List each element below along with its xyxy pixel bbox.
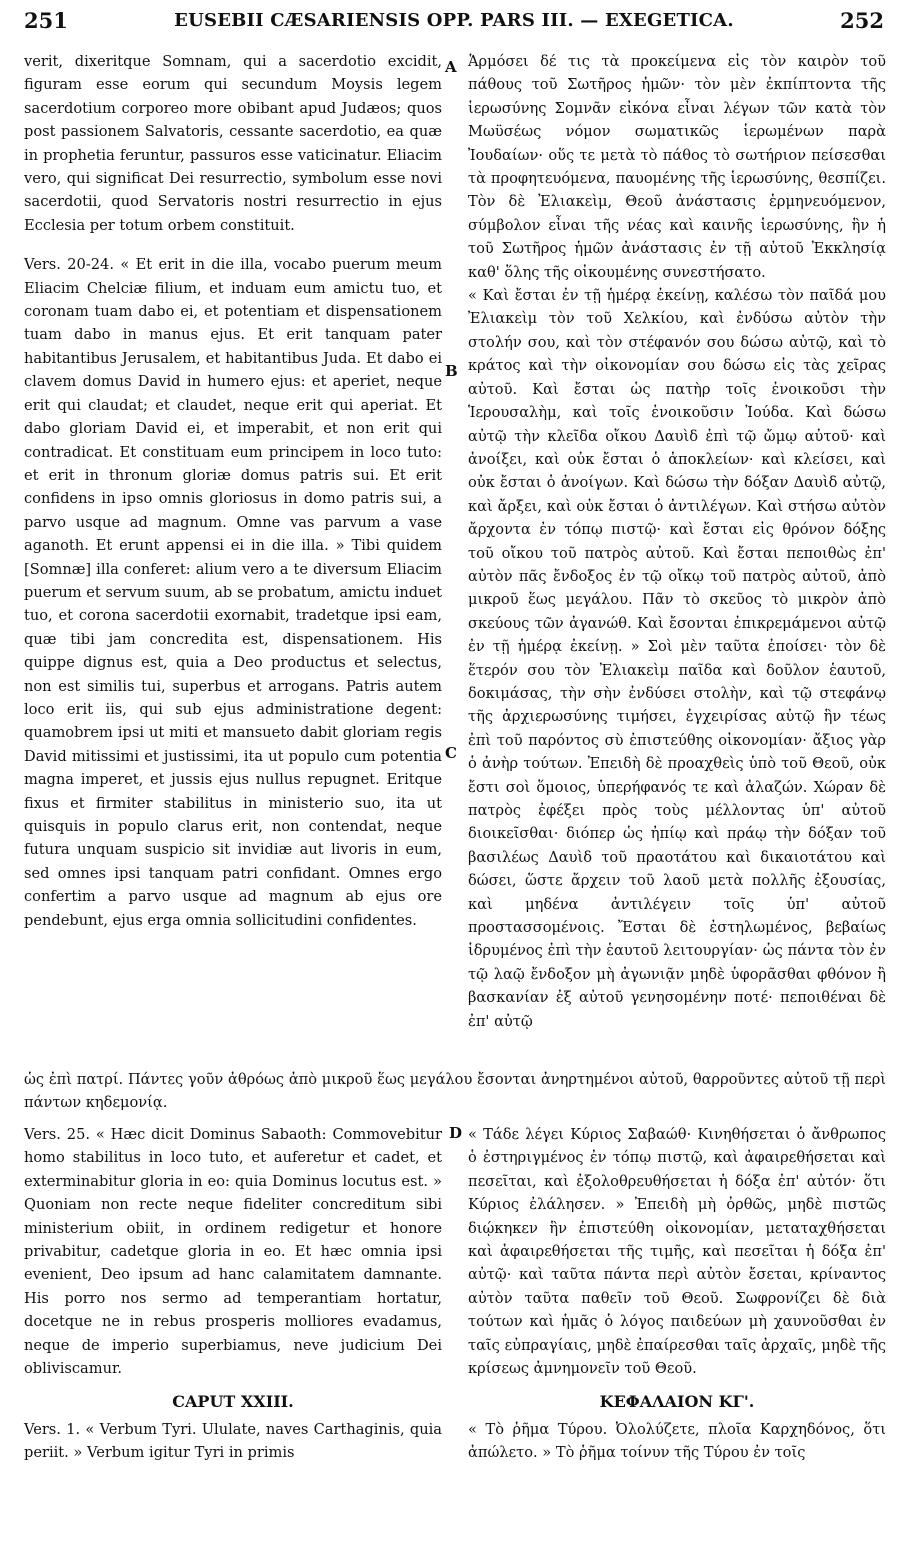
margin-letter-a: A bbox=[445, 58, 457, 76]
greek-paragraph: Ἁρμόσει δέ τις τὰ προκείμενα εἰς τὸν καιρὸν τοῦ πάθους τοῦ Σωτῆρος ἡμῶν· τὸν μὲν ἐκπίπτοντα τῆς ἱερωσύνης Σομνᾶν εἰκόνα εἶναι λέγων τῶν κατὰ τὸν Μωϋσέως νόμον σωματικῶς ἱερωμένων παρὰ Ἰουδαίων· οὕς τε μετὰ τὸ πάθος τὸ σωτήριον πείσεσθαι τὰ προφητευόμενα, παυομένης τῆς ἱερωσύνης, θεσπίζει. Τὸν δὲ Ἐλιακεὶμ, Θεοῦ ἀνάστασις ἑρμηνευόμενον, σύμβολον εἶναι τῆς νέας καὶ καινῆς ἱερωσύνης, ἣν ἡ τοῦ Σωτῆρος ἡμῶν ἀνάστασις ἐν τῇ αὐτοῦ Ἐκκλησίᾳ καθ' ὅλης τῆς οἰκουμένης συνεστήσατο. bbox=[468, 53, 886, 281]
margin-letter-b: B bbox=[445, 362, 458, 380]
greek-paragraph: « Τάδε λέγει Κύριος Σαβαώθ· Κινηθήσεται ὁ ἄνθρωπος ὁ ἐστηριγμένος ἐν τόπῳ πιστῷ, καὶ ἀφαιρεθήσεται καὶ πεσεῖται, καὶ ἐξολοθρευθήσεται ἡ δόξα ἐπ' αὐτόν· ὅτι Κύριος ἐλάλησεν. » Ἐπειδὴ μὴ ὀρθῶς, μηδὲ πιστῶς διῴκηκεν ἣν ἐπιστεύθη οἰκονομίαν, μεταταχθήσεται καὶ ἀφαιρεθήσεται τῆς τιμῆς, καὶ πεσεῖται ἡ δόξα ἐπ' αὐτῷ· καὶ ταῦτα πάντα περὶ αὐτὸν ἔσεται, κρίναντος αὐτὸν ταῦτα παθεῖν τοῦ Θεοῦ. Σωφρονίζει δὲ διὰ τούτων καὶ ἡμᾶς ὁ λόγος παιδεύων μὴ χαυνοῦσθαι ἐν ταῖς εὐπραγίαις, μηδὲ ἐπαίρεσθαι ταῖς ἀρχαῖς, μηδὲ τῆς κρίσεως ἀμνημονεῖν τοῦ Θεοῦ. bbox=[468, 1126, 886, 1378]
greek-paragraph: « Τὸ ῥῆμα Τύρου. Ὀλολύζετε, πλοῖα Καρχηδόνος, ὅτι ἀπώλετο. » Τὸ ῥῆμα τοίνυν τῆς Τύρου ἐν τοῖς bbox=[468, 1420, 886, 1462]
greek-column-top bbox=[468, 50, 886, 1033]
running-title: EUSEBII CÆSARIENSIS OPP. PARS III. — EXEGETICA. bbox=[174, 10, 734, 31]
page-number-left: 251 bbox=[24, 8, 68, 33]
latin-paragraph: Vers. 25. « Hæc dicit Dominus Sabaoth: Commovebitur homo stabilitus in loco tuto, et auferetur et cadet, et exterminabitur gloria in eo: quia Dominus locutus est. » Quoniam non recte neque fideliter concreditum sibi ministerium obiit, in ordinem redigetur et honore privabitur, cadetque gloria in eo. Et hæc omnia ipsi evenient, Deo ipsum ad hanc calamitatem damnante. His porro nos sermo ad temperantiam hortatur, docetque ne in rebus prosperis molliores evadamus, neque de imperio superbiamus, neve judicium Dei obliviscamur. bbox=[24, 1126, 442, 1378]
greek-paragraph: « Καὶ ἔσται ἐν τῇ ἡμέρᾳ ἐκείνῃ, καλέσω τὸν παῖδά μου Ἐλιακεὶμ τὸν τοῦ Χελκίου, καὶ ἐνδύσω αὐτὸν τὴν στολήν σου, καὶ τὸν στέφανόν σου δώσω αὐτῷ, καὶ τὸ κράτος καὶ τὴν οἰκονομίαν σου δώσω εἰς τὰς χεῖρας αὐτοῦ. Καὶ ἔσται ὡς πατὴρ τοῖς ἐνοικοῦσι τὴν Ἱερουσαλὴμ, καὶ τοῖς ἐνοικοῦσιν Ἰούδα. Καὶ δώσω αὐτῷ τὴν κλεῖδα οἴκου Δαυὶδ ἐπὶ τῷ ὤμῳ αὐτοῦ· καὶ ἀνοίξει, καὶ οὐκ ἔσται ὁ ἀποκλείων· καὶ κλείσει, καὶ οὐκ ἔσται ὁ ἀνοίγων. Καὶ δώσω τὴν δόξαν Δαυὶδ αὐτῷ, καὶ ἄρξει, καὶ οὐκ ἔσται ὁ ἀντιλέγων. Καὶ στήσω αὐτὸν ἄρχοντα ἐν τόπῳ πιστῷ· καὶ ἔσται εἰς θρόνον δόξης τοῦ οἴκου τοῦ πατρὸς αὐτοῦ. Καὶ ἔσται πεποιθὼς ἐπ' αὐτὸν πᾶς ἔνδοξος ἐν τῷ οἴκῳ τοῦ πατρὸς αὐτοῦ, ἀπὸ μικροῦ ἕως μεγάλου. Πᾶν τὸ σκεῦος τὸ μικρὸν ἀπὸ σκεύους τῶν ἀγανώθ. Καὶ ἔσονται ἐπικρεμάμενοι αὐτῷ ἐν τῇ ἡμέρᾳ ἐκείνῃ. » Σοὶ μὲν ταῦτα ἐποίσει· τὸν δὲ ἕτερόν σου τὸν Ἐλιακεὶμ παῖδα καὶ δοῦλον ἑαυτοῦ, δοκιμάσας, τὴν σὴν ἐνδύσει στολὴν, καὶ τῷ στεφάνῳ τῆς ἀρχιερωσύνης τιμήσει, ἐγχειρίσας αὐτῷ ἣν τέως ἐπὶ τοῦ παρόντος σὺ ἐπιστεύθης οἰκονομίαν· ἄξιος γὰρ ὁ ἀνὴρ τούτων. Ἐπειδὴ δὲ προαχθεὶς ὑπὸ τοῦ Θεοῦ, οὐκ ἔστι σοὶ ὅμοιος, ὑπερήφανός τε καὶ ἀλαζών. Χώραν δὲ πατρὸς ἐφέξει πρὸς τοὺς μέλλοντας ὑπ' αὐτοῦ διοικεῖσθαι· διόπερ ὡς ἠπίῳ καὶ πράῳ τὴν δόξαν τοῦ βασιλέως Δαυὶδ τοῦ πραοτάτου καὶ δικαιοτάτου καὶ δώσει, ὥστε ἄρχειν τοῦ λαοῦ μετὰ πολλῆς ἐξουσίας, καὶ μηδένα ἀντιλέγειν τοῖς ὑπ' αὐτοῦ προστασσομένοις. Ἔσται δὲ ἐστηλωμένος, βεβαίως ἱδρυμένος ἐπὶ τὴν ἑαυτοῦ λειτουργίαν· ὡς πάντα τὸν ἐν τῷ λαῷ ἔνδοξον μὴ ἀγωνιᾷν μηδὲ ὑφορᾶσθαι φθόνον ἢ βασκανίαν ἐξ αὐτοῦ γενησομένην ποτέ· πεποιθέναι δὲ ἐπ' αὐτῷ bbox=[468, 287, 886, 1030]
latin-column-bottom bbox=[24, 1123, 442, 1465]
latin-column-top bbox=[24, 50, 442, 932]
page-number-right: 252 bbox=[840, 8, 884, 33]
page-header bbox=[24, 4, 884, 34]
spanning-greek-line: ὡς ἐπὶ πατρί. Πάντες γοῦν ἀθρόως ἀπὸ μικροῦ ἕως μεγάλου ἔσονται ἀνηρτημένοι αὐτοῦ, θαρροῦντες αὐτοῦ τῇ περὶ πάντων κηδεμονίᾳ. bbox=[24, 1071, 886, 1112]
chapter-heading-latin: CAPUT XXIII. bbox=[172, 1392, 294, 1412]
latin-paragraph: Vers. 20-24. « Et erit in die illa, vocabo puerum meum Eliacim Chelciæ filium, et induam eum amictu tuo, et coronam tuam dabo ei, et potentiam et dispensationem tuam dabo in manus ejus. Et erit tanquam pater habitantibus Jerusalem, et habitantibus Juda. Et dabo ei clavem domus David in humero ejus: et aperiet, neque erit qui claudat; et claudet, neque erit qui aperiat. Et dabo gloriam David ei, et imperabit, et non erit qui contradicat. Et constituam eum principem in loco tuto: et erit in thronum gloriæ domus patris sui. Et erit confidens in ipso omnis gloriosus in domo patris sui, a parvo usque ad magnum. Omne vas parvum a vase aganoth. Et erunt appensi ei in die illa. » Tibi quidem [Somnæ] illa conferet: alium vero a te diversum Eliacim puerum et servum suum, ab se probatum, amictu induet tuo, et corona sacerdotii exornabit, tradetque ipsi eam, quæ tibi jam concredita est, dispensationem. His quippe dignus est, quia a Deo productus et selectus, non est similis tui, superbus et arrogans. Patris autem loco erit iis, qui sub ejus administratione degent: quamobrem ipsi ut miti et mansueto dabit gloriam regis David mitissimi et justissimi, ita ut populo cum potentia magna imperet, et jussis ejus nullus repugnet. Eritque fixus et firmiter stabilitus in ministerio suo, ita ut quisquis in populo clarus erit, non contendat, neque futura unquam suspicio sit invidiæ aut livoris in eum, sed omnes ipsi tanquam patri confidant. Omnes ergo confertim a parvo usque ad magnum ab ejus ore pendebunt, ejus erga omnia sollicitudini confidentes. bbox=[24, 256, 442, 929]
chapter-heading-greek: ΚΕΦΑΛΑΙΟΝ ΚΓ'. bbox=[599, 1392, 755, 1412]
greek-column-bottom bbox=[468, 1123, 886, 1465]
latin-paragraph: verit, dixeritque Somnam, qui a sacerdotio excidit, figuram esse eorum qui secundum Moysis legem sacerdotium corporeo more obibant apud Judæos; quos post passionem Salvatoris, cessante sacerdotio, ea quæ in prophetia feruntur, passuros esse vaticinatur. Eliacim vero, qui significat Dei resurrectio, symbolum esse novi sacerdotii, quod Servatoris nostri resurrectio in ejus Ecclesia per totum orbem constituit. bbox=[24, 53, 442, 234]
margin-letter-d: D bbox=[449, 1124, 463, 1142]
latin-paragraph: Vers. 1. « Verbum Tyri. Ululate, naves Carthaginis, quia periit. » Verbum igitur Tyri in primis bbox=[24, 1420, 442, 1462]
margin-letter-c: C bbox=[445, 744, 457, 762]
